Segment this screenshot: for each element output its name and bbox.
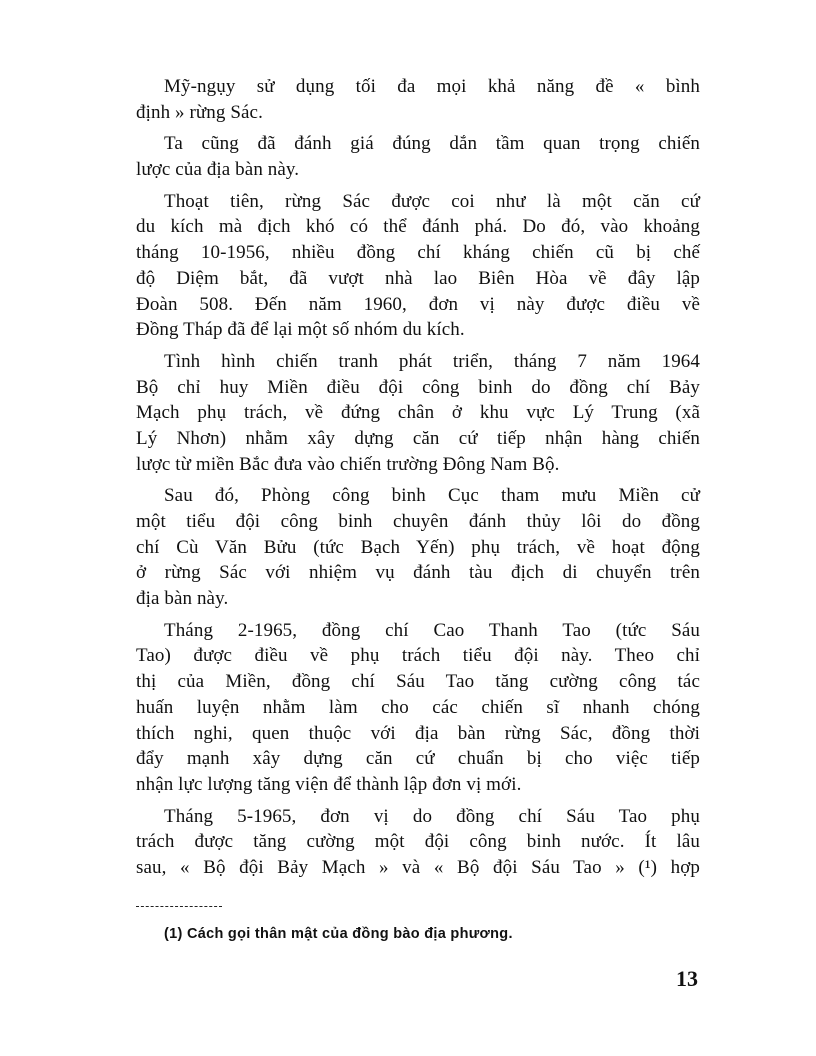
text-line: ở rừng Sác với nhiệm vụ đánh tàu địch di chuyển trên bbox=[136, 562, 700, 584]
text-line: nhận lực lượng tăng viện để thành lập đơn vị mới. bbox=[136, 773, 522, 795]
text-line: trách được tăng cường một đội công binh nước. Ít lâu bbox=[136, 831, 700, 853]
paragraph bbox=[136, 483, 700, 611]
text-line: độ Diệm bắt, đã vượt nhà lao Biên Hòa về đây lập bbox=[136, 267, 700, 289]
text-line: Tháng 5-1965, đơn vị do đồng chí Sáu Tao phụ bbox=[164, 805, 700, 827]
text-line: Đồng Tháp đã để lại một số nhóm du kích. bbox=[136, 319, 465, 341]
text-line: sau, « Bộ đội Bảy Mạch » và « Bộ đội Sáu Tao » (¹) hợp bbox=[136, 856, 700, 878]
text-line: thích nghi, quen thuộc với địa bàn rừng Sác, đồng thời bbox=[136, 722, 700, 744]
text-line: Sau đó, Phòng công binh Cục tham mưu Miền cử bbox=[164, 485, 700, 507]
text-line: Mỹ-ngụy sử dụng tối đa mọi khả năng đề « bình bbox=[164, 76, 700, 97]
body-text bbox=[136, 74, 700, 887]
text-line: Tình hình chiến tranh phát triển, tháng 7 năm 1964 bbox=[164, 350, 700, 372]
text-line: du kích mà địch khó có thể đánh phá. Do đó, vào khoảng bbox=[136, 216, 700, 238]
text-line: Tháng 2-1965, đồng chí Cao Thanh Tao (tức Sáu bbox=[164, 619, 700, 641]
paragraph bbox=[136, 618, 700, 798]
paragraph bbox=[136, 131, 700, 182]
text-line: địa bàn này. bbox=[136, 588, 229, 610]
text-line: Tao) được điều về phụ trách tiểu đội này. Theo chỉ bbox=[136, 645, 700, 667]
text-line: định » rừng Sác. bbox=[136, 101, 263, 123]
text-line: lược của địa bàn này. bbox=[136, 159, 300, 181]
text-line: Mạch phụ trách, về đứng chân ở khu vực Lý Trung (xã bbox=[136, 402, 700, 424]
text-line: đẩy mạnh xây dựng căn cứ chuẩn bị cho việc tiếp bbox=[136, 748, 700, 770]
paragraph bbox=[136, 349, 700, 477]
text-line: Đoàn 508. Đến năm 1960, đơn vị này được điều về bbox=[136, 293, 700, 315]
text-line: tháng 10-1956, nhiều đồng chí kháng chiến cũ bị chế bbox=[136, 242, 700, 264]
paragraph bbox=[136, 189, 700, 343]
text-line: một tiểu đội công binh chuyên đánh thủy lôi do đồng bbox=[136, 511, 700, 532]
page-number: 13 bbox=[676, 966, 698, 991]
footnote: (1) Cách gọi thân mật của đồng bào địa phương. bbox=[164, 926, 513, 942]
text-line: Lý Nhơn) nhằm xây dựng căn cứ tiếp nhận hàng chiến bbox=[136, 427, 700, 449]
text-line: Bộ chỉ huy Miền điều đội công binh do đồng chí Bảy bbox=[136, 376, 700, 398]
text-line: thị của Miền, đồng chí Sáu Tao tăng cường công tác bbox=[136, 671, 700, 693]
text-line: Ta cũng đã đánh giá đúng dắn tầm quan trọng chiến bbox=[164, 133, 700, 155]
text-line: Thoạt tiên, rừng Sác được coi như là một căn cứ bbox=[164, 190, 700, 212]
text-line: lược từ miền Bắc đưa vào chiến trường Đông Nam Bộ. bbox=[136, 453, 560, 475]
text-line: chí Cù Văn Bửu (tức Bạch Yến) phụ trách, về hoạt động bbox=[136, 536, 700, 558]
paragraph bbox=[136, 804, 700, 881]
footnote-divider bbox=[136, 906, 222, 907]
text-line: huấn luyện nhằm làm cho các chiến sĩ nhanh chóng bbox=[136, 696, 700, 718]
paragraph bbox=[136, 74, 700, 125]
